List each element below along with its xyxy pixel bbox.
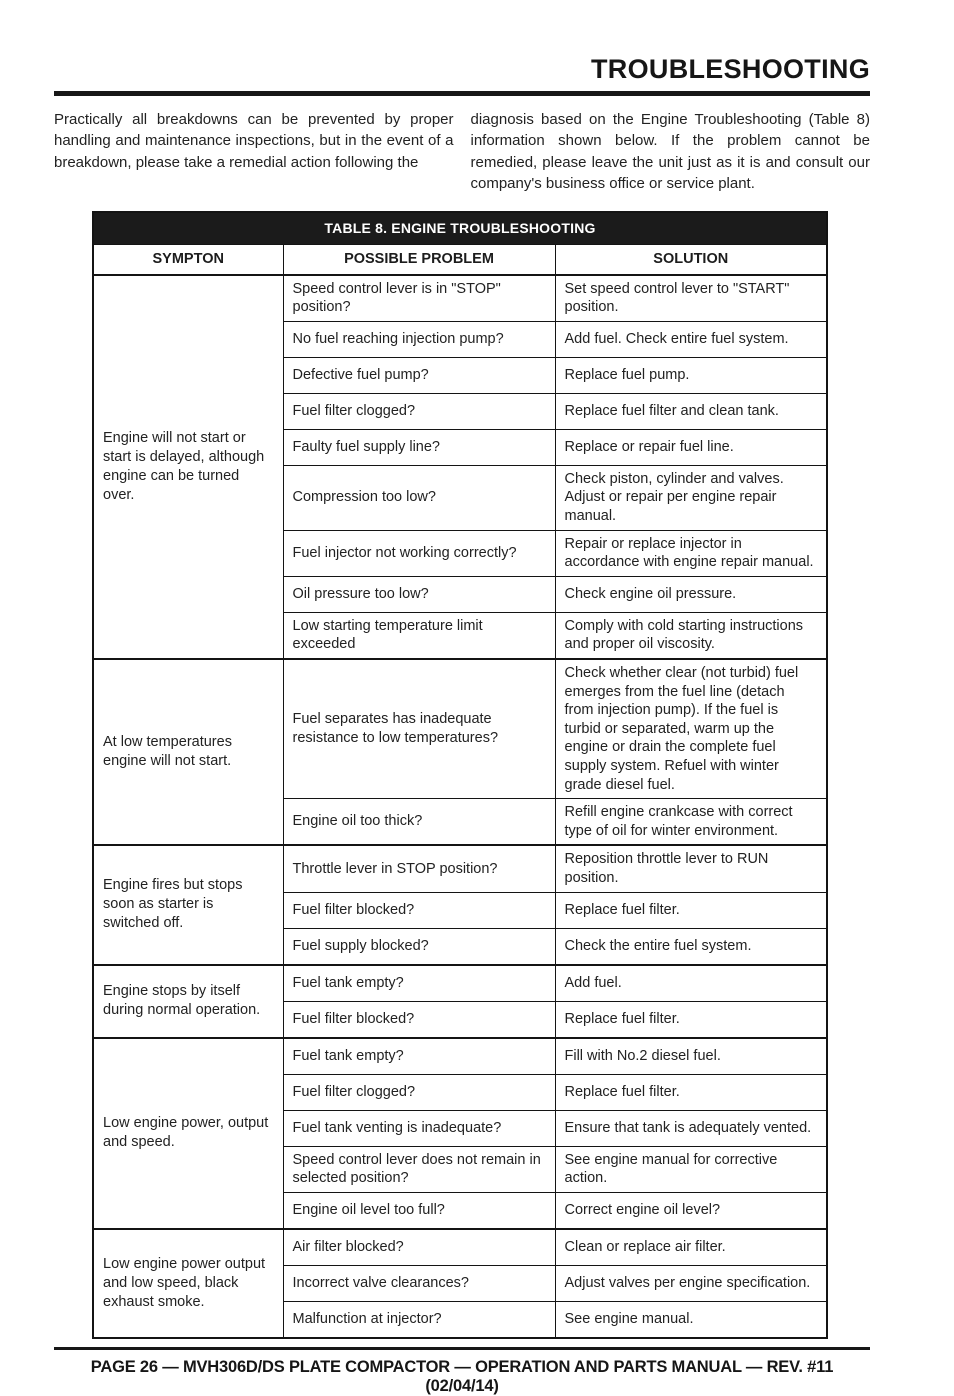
table-row <box>93 1229 827 1266</box>
column-header-0: SYMPTON <box>93 244 283 275</box>
solution-cell: Clean or replace air filter. <box>555 1229 827 1266</box>
table-row <box>93 1038 827 1075</box>
table-row <box>93 965 827 1002</box>
solution-cell: Replace fuel pump. <box>555 357 827 393</box>
symptom-cell: Low engine power output and low speed, black exhaust smoke. <box>93 1229 283 1338</box>
symptom-cell: Low engine power, output and speed. <box>93 1038 283 1229</box>
solution-cell: Check the entire fuel system. <box>555 928 827 965</box>
solution-cell: See engine manual. <box>555 1301 827 1338</box>
solution-cell: Set speed control lever to "START" position. <box>555 275 827 322</box>
solution-cell: Add fuel. Check entire fuel system. <box>555 321 827 357</box>
engine-troubleshooting-table <box>92 211 828 1339</box>
problem-cell: Fuel tank empty? <box>283 965 555 1002</box>
table-title-row <box>93 212 827 245</box>
footer-rule <box>54 1347 870 1351</box>
solution-cell: Refill engine crankcase with correct type of oil for winter environment. <box>555 799 827 846</box>
solution-cell: Reposition throttle lever to RUN position. <box>555 845 827 892</box>
solution-cell: Correct engine oil level? <box>555 1192 827 1229</box>
column-header-1: POSSIBLE PROBLEM <box>283 244 555 275</box>
problem-cell: Malfunction at injector? <box>283 1301 555 1338</box>
solution-cell: Replace fuel filter. <box>555 1001 827 1038</box>
problem-cell: Speed control lever is in "STOP" position? <box>283 275 555 322</box>
solution-cell: Check whether clear (not turbid) fuel emerges from the fuel line (detach from injection pump). If the fuel is turbid or separated, warm up the engine or drain the complete fuel supply system. Refuel with winter grade diesel fuel. <box>555 659 827 799</box>
solution-cell: Replace fuel filter and clean tank. <box>555 393 827 429</box>
problem-cell: Air filter blocked? <box>283 1229 555 1266</box>
problem-cell: Low starting temperature limit exceeded <box>283 612 555 659</box>
problem-cell: Fuel tank empty? <box>283 1038 555 1075</box>
troubleshooting-table-wrap <box>92 211 826 1339</box>
problem-cell: Fuel injector not working correctly? <box>283 530 555 576</box>
page-title: TROUBLESHOOTING <box>591 54 870 84</box>
problem-cell: Throttle lever in STOP position? <box>283 845 555 892</box>
problem-cell: No fuel reaching injection pump? <box>283 321 555 357</box>
problem-cell: Engine oil level too full? <box>283 1192 555 1229</box>
table-header-row <box>93 244 827 275</box>
solution-cell: Fill with No.2 diesel fuel. <box>555 1038 827 1075</box>
solution-cell: Replace or repair fuel line. <box>555 429 827 465</box>
solution-cell: Replace fuel filter. <box>555 1074 827 1110</box>
problem-cell: Incorrect valve clearances? <box>283 1265 555 1301</box>
page-footer: PAGE 26 — MVH306D/DS PLATE COMPACTOR — OPERATION AND PARTS MANUAL — REV. #11 (02/04/14) <box>90 1358 834 1396</box>
symptom-cell: Engine stops by itself during normal operation. <box>93 965 283 1038</box>
table-row <box>93 659 827 799</box>
problem-cell: Speed control lever does not remain in selected position? <box>283 1146 555 1192</box>
intro-right-column: diagnosis based on the Engine Troubleshooting (Table 8) information shown below. If the problem cannot be remedied, please leave the unit just as it is and consult our company's business office or service plant. <box>470 111 870 193</box>
problem-cell: Oil pressure too low? <box>283 576 555 612</box>
table-title: TABLE 8. ENGINE TROUBLESHOOTING <box>93 212 827 245</box>
symptom-cell: Engine will not start or start is delayed, although engine can be turned over. <box>93 275 283 659</box>
problem-cell: Engine oil too thick? <box>283 799 555 846</box>
problem-cell: Defective fuel pump? <box>283 357 555 393</box>
solution-cell: Check piston, cylinder and valves. Adjust or repair per engine repair manual. <box>555 465 827 530</box>
symptom-cell: At low temperatures engine will not start. <box>93 659 283 845</box>
solution-cell: See engine manual for corrective action. <box>555 1146 827 1192</box>
title-rule <box>54 91 870 96</box>
table-row <box>93 275 827 322</box>
solution-cell: Comply with cold starting instructions and proper oil viscosity. <box>555 612 827 659</box>
solution-cell: Repair or replace injector in accordance with engine repair manual. <box>555 530 827 576</box>
solution-cell: Adjust valves per engine specification. <box>555 1265 827 1301</box>
column-header-2: SOLUTION <box>555 244 827 275</box>
problem-cell: Fuel filter blocked? <box>283 892 555 928</box>
solution-cell: Check engine oil pressure. <box>555 576 827 612</box>
problem-cell: Fuel supply blocked? <box>283 928 555 965</box>
intro-left-column: Practically all breakdowns can be prevented by proper handling and maintenance inspections, but in the event of a breakdown, please take a remedial action following the <box>54 111 454 171</box>
symptom-cell: Engine fires but stops soon as starter is switched off. <box>93 845 283 964</box>
problem-cell: Fuel filter clogged? <box>283 393 555 429</box>
problem-cell: Compression too low? <box>283 465 555 530</box>
problem-cell: Fuel separates has inadequate resistance to low temperatures? <box>283 659 555 799</box>
solution-cell: Add fuel. <box>555 965 827 1002</box>
problem-cell: Fuel tank venting is inadequate? <box>283 1110 555 1146</box>
table-body <box>93 275 827 1338</box>
problem-cell: Fuel filter clogged? <box>283 1074 555 1110</box>
table-row <box>93 845 827 892</box>
intro-paragraphs <box>54 109 870 195</box>
problem-cell: Fuel filter blocked? <box>283 1001 555 1038</box>
solution-cell: Ensure that tank is adequately vented. <box>555 1110 827 1146</box>
solution-cell: Replace fuel filter. <box>555 892 827 928</box>
problem-cell: Faulty fuel supply line? <box>283 429 555 465</box>
